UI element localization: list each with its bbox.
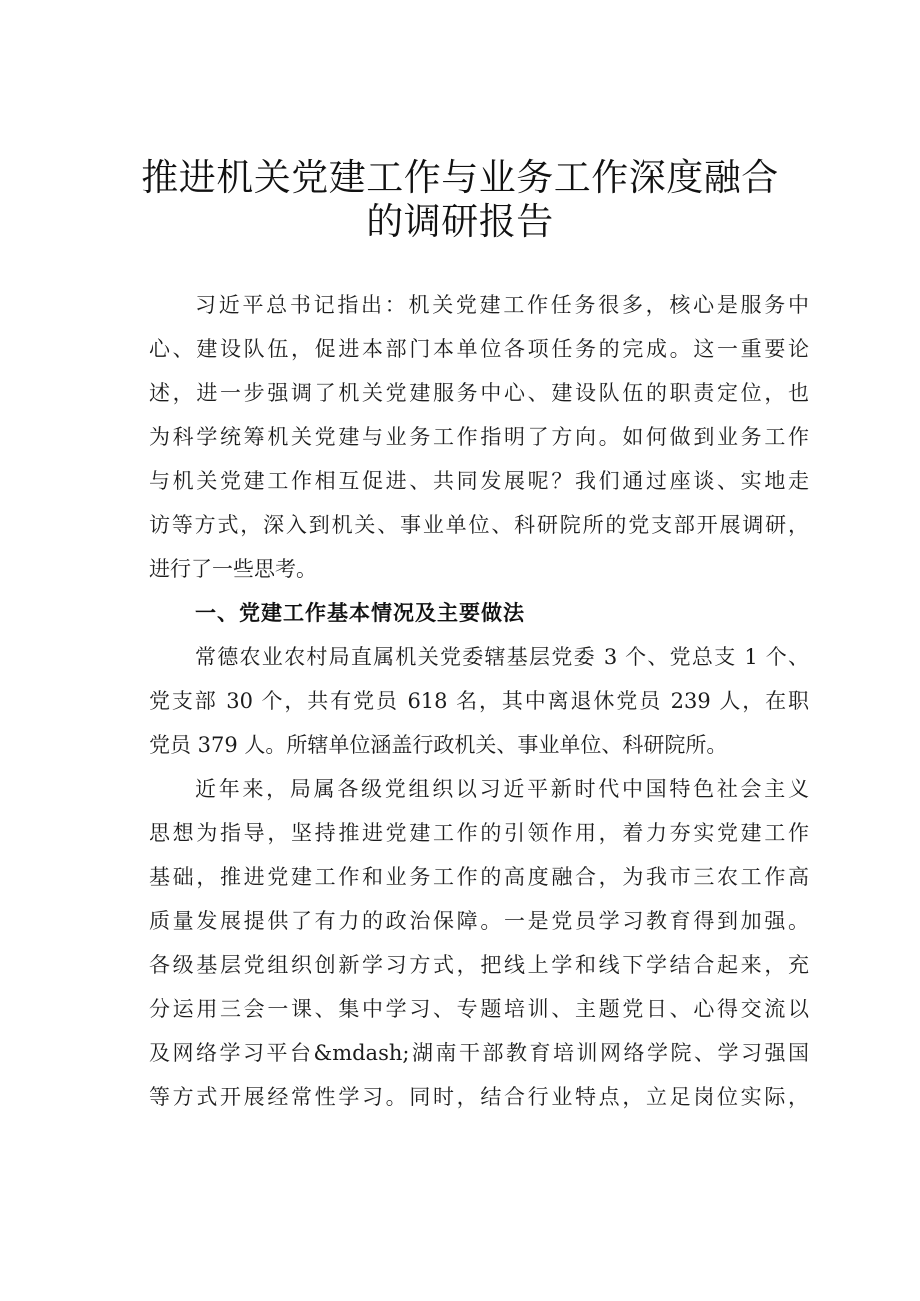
paragraph-3-line-1: 近年来，局属各级党组织以习近平新时代中国特色社会主义 xyxy=(195,777,809,801)
paragraph-3-line-7: 及网络学习平台&mdash;湖南干部教育培训网络学院、学习强国 xyxy=(149,1041,809,1065)
paragraph-1-line-6: 访等方式，深入到机关、事业单位、科研院所的党支部开展调研， xyxy=(149,513,809,537)
paragraph-3-line-6: 分运用三会一课、集中学习、专题培训、主题党日、心得交流以 xyxy=(149,997,809,1021)
document-title-line-1: 推进机关党建工作与业务工作深度融合 xyxy=(141,156,779,199)
paragraph-1-line-2: 心、建设队伍，促进本部门本单位各项任务的完成。这一重要论 xyxy=(149,337,809,361)
paragraph-1-line-4: 为科学统筹机关党建与业务工作指明了方向。如何做到业务工作 xyxy=(149,425,809,449)
paragraph-2-line-3: 党员 379 人。所辖单位涵盖行政机关、事业单位、科研院所。 xyxy=(149,733,728,757)
paragraph-2-line-2: 党支部 30 个，共有党员 618 名，其中离退休党员 239 人，在职 xyxy=(149,689,809,713)
paragraph-1-line-7: 进行了一些思考。 xyxy=(149,557,317,581)
document-title-line-2: 的调研报告 xyxy=(366,200,554,243)
paragraph-3-line-5: 各级基层党组织创新学习方式，把线上学和线下学结合起来，充 xyxy=(149,953,809,977)
section-1-heading: 一、党建工作基本情况及主要做法 xyxy=(195,601,525,625)
paragraph-1-line-3: 述，进一步强调了机关党建服务中心、建设队伍的职责定位，也 xyxy=(149,381,809,405)
paragraph-3-line-2: 思想为指导，坚持推进党建工作的引领作用，着力夯实党建工作 xyxy=(149,821,809,845)
paragraph-1-line-5: 与机关党建工作相互促进、共同发展呢？我们通过座谈、实地走 xyxy=(149,469,809,493)
paragraph-2-line-1: 常德农业农村局直属机关党委辖基层党委 3 个、党总支 1 个、 xyxy=(195,645,809,669)
paragraph-1-line-1: 习近平总书记指出：机关党建工作任务很多，核心是服务中 xyxy=(195,293,809,317)
paragraph-3-line-8: 等方式开展经常性学习。同时，结合行业特点，立足岗位实际， xyxy=(149,1085,809,1109)
paragraph-3-line-3: 基础，推进党建工作和业务工作的高度融合，为我市三农工作高 xyxy=(149,865,809,889)
paragraph-3-line-4: 质量发展提供了有力的政治保障。一是党员学习教育得到加强。 xyxy=(149,909,809,933)
